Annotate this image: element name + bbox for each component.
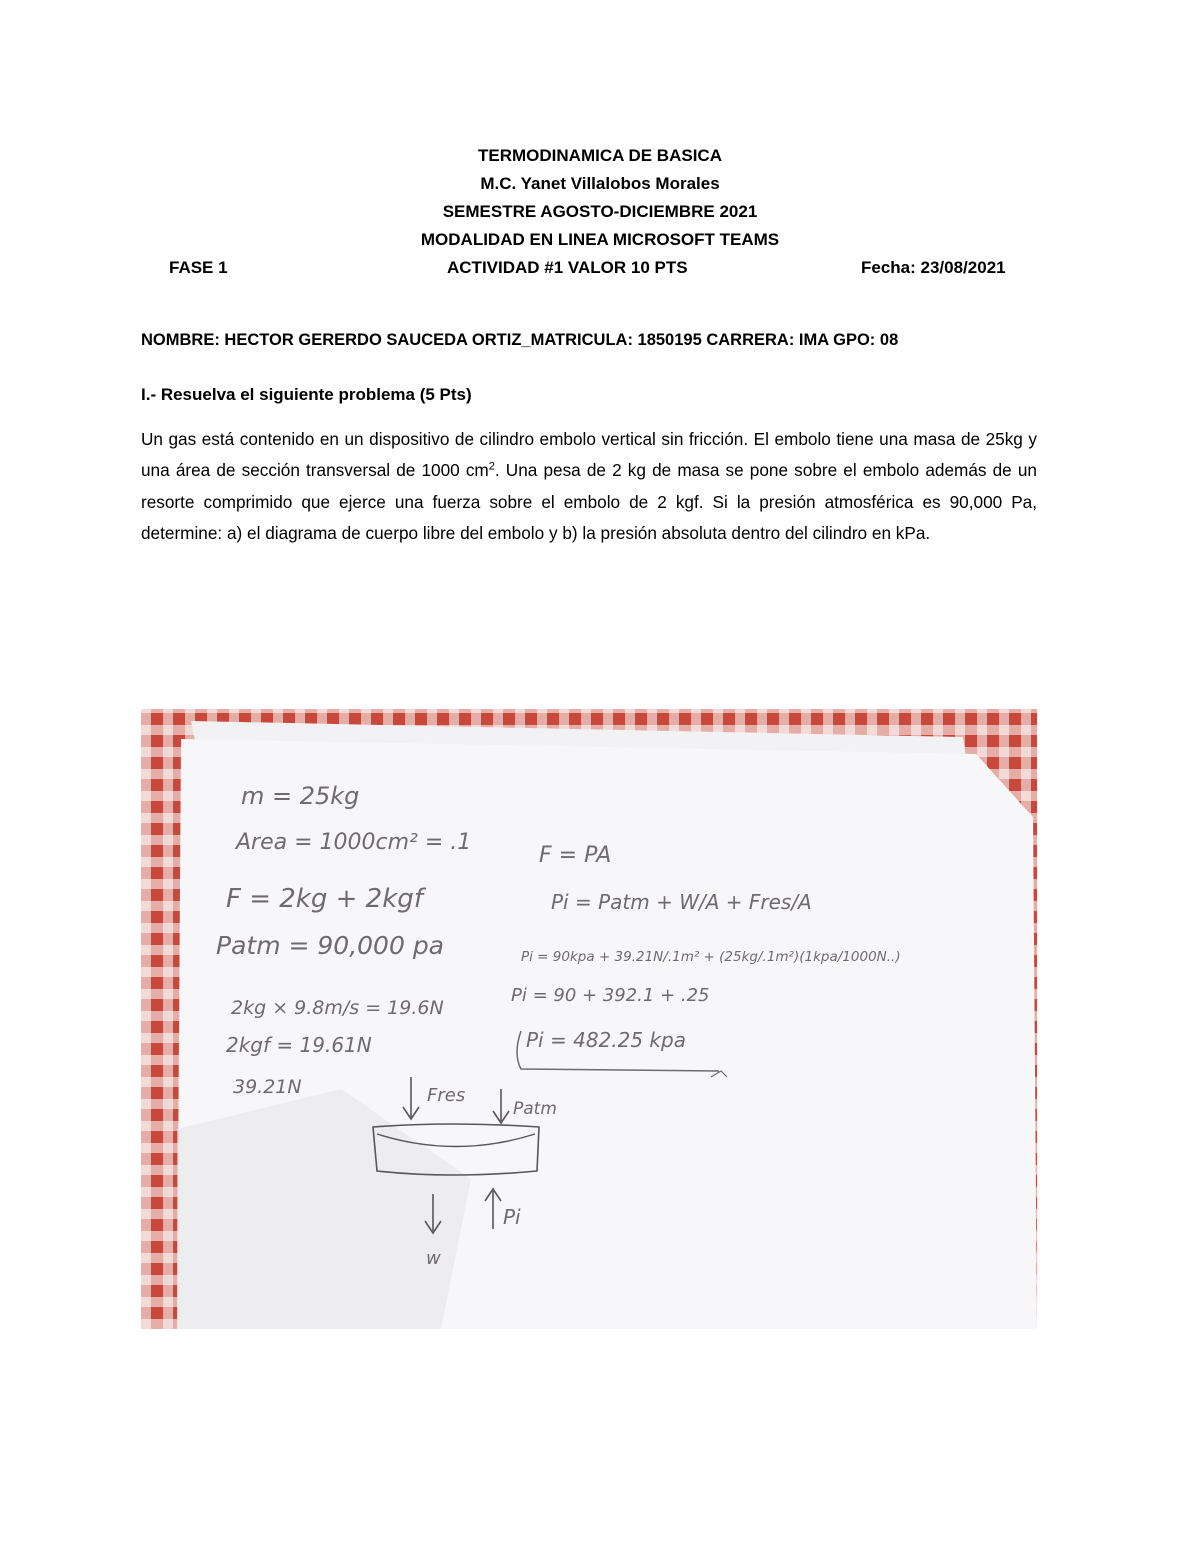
hw-pi-eq: Pi = Patm + W/A + Fres/A (551, 890, 812, 914)
hw-kgf-calc: 2kgf = 19.61N (226, 1033, 372, 1057)
hw-patm: Patm = 90,000 pa (216, 931, 445, 960)
modality: MODALIDAD EN LINEA MICROSOFT TEAMS (420, 230, 780, 249)
problem-statement (141, 424, 1037, 549)
fres-label: Fres (427, 1085, 466, 1106)
hw-mass: m = 25kg (241, 782, 360, 810)
activity-label: ACTIVIDAD #1 VALOR 10 PTS (447, 258, 688, 277)
student-info: NOMBRE: HECTOR GERERDO SAUCEDA ORTIZ_MATRICULA: 1850195 CARRERA: IMA GPO: 08 (141, 331, 899, 349)
hw-pi-numbers: Pi = 90 + 392.1 + .25 (511, 985, 710, 1006)
patm-label: Patm (513, 1099, 557, 1119)
instructor-name: M.C. Yanet Villalobos Morales (480, 174, 720, 193)
hw-pi-result: Pi = 482.25 kpa (526, 1028, 686, 1052)
hw-pi-substitution: Pi = 90kpa + 39.21N/.1m² + (25kg/.1m²)(1kpa/1000N..) (521, 949, 901, 965)
hw-weight-calc: 2kg × 9.8m/s = 19.6N (231, 997, 444, 1019)
semester: SEMESTRE AGOSTO-DICIEMBRE 2021 (442, 202, 758, 221)
handwritten-solution-photo (141, 709, 1037, 1329)
section-title: I.- Resuelva el siguiente problema (5 Pts) (141, 385, 472, 404)
hw-area: Area = 1000cm² = .1 (236, 830, 472, 855)
phase-label: FASE 1 (169, 258, 228, 277)
weight-label: w (426, 1248, 441, 1269)
hw-f-eq: F = PA (539, 843, 612, 868)
problem-text-1: Un gas está contenido en un dispositivo de cilindro embolo vertical sin fricción. El embolo tiene una masa de 25kg y una área de sección transversal de 1000 cm (141, 429, 1037, 481)
hw-force: F = 2kg + 2kgf (226, 884, 423, 914)
problem-text-2: . Una pesa de 2 kg de masa se pone sobre el embolo además de un resorte comprimido que ejerce una fuerza sobre el embolo de 2 kgf. Si la presión atmosférica es 90,000 Pa, determine: a) el diagrama de cuerpo libre del embolo y b) la presión absoluta dentro del cilindro en kPa. (141, 460, 1037, 543)
date-label: Fecha: 23/08/2021 (861, 258, 1006, 277)
problem-superscript: 2 (488, 460, 495, 473)
pi-label: Pi (503, 1205, 521, 1229)
photo-drawing (141, 709, 1037, 1329)
hw-sum: 39.21N (233, 1076, 302, 1098)
course-title: TERMODINAMICA DE BASICA (478, 146, 722, 165)
